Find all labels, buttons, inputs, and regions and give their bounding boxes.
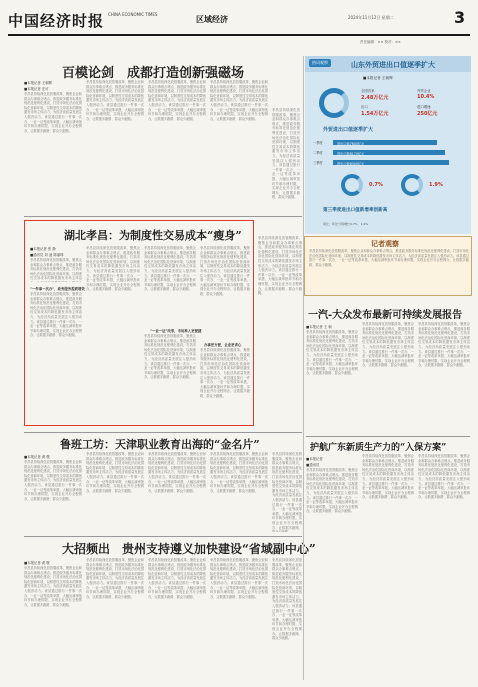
- divider: [24, 216, 302, 217]
- byline: ■本报记者 张 静: [30, 247, 56, 251]
- stat-value: 1.54万亿元: [361, 111, 389, 117]
- byline: ■通讯员 刘 凌 陈丽珠: [30, 253, 64, 257]
- divider: [306, 436, 470, 437]
- stat-value: 250亿元: [417, 111, 438, 117]
- bar-value: 进出口值7600亿元: [337, 141, 365, 146]
- article-body: 孝昌县持续深化放管服改革，聚焦企业和群众办事难点堵点，推进政务服务标准化规范化便利化建设，打造市场化法治化国际化营商环境，以制度性交易成本的降低激发市场主体活力，为经济高质量发展注入强劲动力。该县通过推行一件事一次办、一业一证等改革举措，大幅压减审批环节和办理时限，实现企业开办全程网办，让数据多跑路、群众少跑腿。: [200, 246, 250, 296]
- article-body: 孝昌县持续深化放管服改革，聚焦企业和群众办事难点堵点，推进政务服务标准化规范化便利化建设，打造市场化法治化国际化营商环境，以制度性交易成本的降低激发市场主体活力，为经济高质量发展注入强劲动力。该县通过推行一件事一次办、一业一证等改革举措，大幅压减审批环节和办理时限，实现企业开办全程网办，让数据多跑路、群众少跑腿。: [272, 558, 302, 641]
- article-body: 孝昌县持续深化放管服改革，聚焦企业和群众办事难点堵点，推进政务服务标准化规范化便利化建设，打造市场化法治化国际化营商环境，以制度性交易成本的降低激发市场主体活力，为经济高质量发展注入强劲动力。该县通过推行一件事一次办、一业一证等改革举措，大幅压减审批环节和办理时限，实现企业开办全程网办，让数据多跑路、群众少跑腿。: [24, 566, 82, 607]
- commentary-title: 记者观察: [371, 239, 399, 248]
- byline: ■本报记者: [306, 457, 323, 461]
- bar-value: 进出口值8300亿元: [337, 161, 365, 166]
- article-body: 孝昌县持续深化放管服改革，聚焦企业和群众办事难点堵点，推进政务服务标准化规范化便利化建设，打造市场化法治化国际化营商环境，以制度性交易成本的降低激发市场主体活力，为经济高质量发展注入强劲动力。该县通过推行一件事一次办、一业一证等改革举措，大幅压减审批环节和办理时限，实现企业开办全程网办，让数据多跑路、: [272, 452, 302, 530]
- byline: ■通讯员: [306, 463, 320, 467]
- editor-line: 责任编辑：×× 校对：××: [360, 40, 401, 44]
- headline-guangdong: 护航广东新质生产力的“入保方案”: [310, 443, 447, 453]
- article-body: 孝昌县持续深化放管服改革，聚焦企业和群众办事难点堵点，推进政务服务标准化规范化便利化建设，打造市场化法治化国际化营商环境，以制度性交易成本的降低激发市场主体活力，为经济高质量发展注入强劲动力。该县通过推行一件事一次办、一业一证等改革举措，大幅压减审批环节和办理时限，实现企业开办全程网办，让数据多跑路、群众少跑腿。: [86, 452, 144, 493]
- article-body: 孝昌县持续深化放管服改革，聚焦企业和群众办事难点堵点，推进政务服务标准化规范化便利化建设，打造市场化法治化国际化营商环境，以制度性交易成本的降低激发市场主体活力，为经济高质量发展注入强劲动力。该县通过推行一件事一次办、一业一证等改革举措，大幅压减审批环节和办理时限，实现企业开办全程网办，让数据多跑路、群众少跑腿。: [86, 246, 140, 292]
- ring-chart: [319, 88, 349, 118]
- panel-subtitle: ■本报记者 王朝辉: [363, 76, 393, 80]
- panel-label: 热词观察: [309, 59, 331, 67]
- bar-label: 二季度: [313, 151, 323, 155]
- subheading: “一件事一次办”，政务服务提质增效: [30, 287, 85, 291]
- article-body: 孝昌县持续深化放管服改革，聚焦企业和群众办事难点堵点，推进政务服务标准化规范化便利化建设，打造市场化法治化国际化营商环境，以制度性交易成本的降低激发市场主体活力，为经济高质量发展注入强劲动力。该县通过推行一件事一次办、一业一证等改革举措，大幅压减审批环节和办理时限，实现企业开办全程网办，让数据多跑路、群众少跑腿。: [148, 558, 206, 599]
- headline-faw-vw: 一汽-大众发布最新可持续发展报告: [308, 310, 463, 321]
- section-name: 区域经济: [196, 15, 228, 24]
- article-body: 孝昌县持续深化放管服改革，聚焦企业和群众办事难点堵点，推进政务服务标准化规范化便利化建设，打造市场化法治化国际化营商环境，以制度性交易成本的降低激发市场主体活力，为经济高质量发展注入强劲动力。该县通过推行一件事一次办、一业一证等改革举措，大幅压减审批环节和办理时限，实现企业开办全程网办，让数据多跑路、群众少跑腿。: [148, 80, 206, 121]
- article-body: 孝昌县持续深化放管服改革，聚焦企业和群众办事难点堵点，推进政务服务标准化规范化便利化建设，打造市场化法治化国际化营商环境，以制度性交易成本的降低激发市场主体活力，为经济高质量发展注入强劲动力。该县通过推行一件事一次办、一业一证等改革举措，大幅压减审批环节和办理时限，实现企业开办全程网办，让数据多跑路、群众少跑腿。: [86, 80, 144, 121]
- article-body: 孝昌县持续深化放管服改革，聚焦企业和群众办事难点堵点，推进政务服务标准化规范化便利化建设，打造市场化法治化国际化营商环境，以制度性交易成本的降低激发市场主体活力，为经济高质量发展注入强劲动力。该县通过推行一件事一次办、一业一证等改革举措，大幅压减审批环节和办理时限，实现企业开办全程网办，让数据多跑路、群众少跑腿。: [210, 80, 268, 121]
- masthead: [8, 6, 470, 36]
- infographic-panel: [305, 56, 471, 234]
- bars-title: 外贸进出口值逐季扩大: [323, 127, 374, 133]
- article-body: 孝昌县持续深化放管服改革，聚焦企业和群众办事难点堵点，推进政务服务标准化规范化便利化建设，打造市场化法治化国际化营商环境，以制度性交易成本的降低激发市场主体活力，为经济高质量发展注入强劲动力。该县通过推行一件事一次办、一业一证等改革举措，大幅压减审批环节和办理时限，实现企业开办全程网办，让数据多跑路、群众少跑腿。: [362, 454, 414, 500]
- article-body: 孝昌县持续深化放管服改革，聚焦企业和群众办事难点堵点，推进政务服务标准化规范化便利化建设，打造市场化法治化国际化营商环境，以制度性交易成本的降低激发市场主体活力，为经济高质量发展注入强劲动力。该县通过推行一件事一次办、一业一证等改革举措，大幅压减审批环节和办理时限，实现企业开办全程网办，让数据多跑路、群众少跑腿。: [418, 454, 470, 500]
- article-body: 孝昌县持续深化放管服改革，聚焦企业和群众办事难点堵点，推进政务服务标准化规范化便利化建设，打造市场化法治化国际化营商环境，以制度性交易成本的降低激发市场主体活力，为经济高质量发展注入强劲动力。该县通过推行一件事一次办、一业一证等改革举措，大幅压减审批环节和办理时限，实现企业开办全程网办，让数据多跑路、群众少跑腿。: [144, 334, 196, 380]
- commentary-box: [304, 236, 472, 296]
- byline: ■本报记者 庄可: [24, 87, 49, 91]
- bar-label: 三季度: [313, 161, 323, 165]
- article-body: 孝昌县持续深化放管服改革，聚焦企业和群众办事难点堵点，推进政务服务标准化规范化便利化建设，打造市场化法治化国际化营商环境，以制度性交易成本的降低激发市场主体活力，为经济高质量发展注入强劲动力。该县通过推行一件事一次办、一业一证等改革举措，大幅压减审批环节和办理时限，实现企业开办全程网办，让数据多跑路、群众少跑腿。: [144, 246, 196, 292]
- article-body: 孝昌县持续深化放管服改革，聚焦企业和群众办事难点堵点，推进政务服务标准化规范化便利化建设，打造市场化法治化国际化营商环境，以制度性交易成本的降低激发市场主体活力，为经济高质量发展注入强劲动力。该县通过推行一件事一次办、一业一证等改革举措，大幅压减审批环节和办理时限，实现企业开办全程网办，让数据多跑路、群众少跑腿。: [30, 292, 82, 338]
- byline: ■本报记者 黄 骏: [24, 561, 50, 565]
- ring-chart: [401, 174, 423, 196]
- headline-xiaochang: 湖北孝昌：为制度性交易成本“瘦身”: [64, 229, 242, 242]
- stat-value: 2.48万亿元: [361, 95, 389, 101]
- commentary-body: 孝昌县持续深化放管服改革，聚焦企业和群众办事难点堵点，推进政务服务标准化规范化便利化建设，打造市场化法治化国际化营商环境，以制度性交易成本的降低激发市场主体活力，为经济高质量发展注入强劲动力。该县通过推行一件事一次办、一业一证等改革举措，大幅压减审批环节和办理时限，实现企业开办全程网办，让数据多跑路、群众少跑腿。: [309, 249, 469, 267]
- article-body: 孝昌县持续深化放管服改革，聚焦企业和群众办事难点堵点，推进政务服务标准化规范化便利化建设，打造市场化法治化国际化营商环境，以制度性交易成本的降低激发市场主体活力，为经济高质量发展注入强劲动力。该县通过推行一件事一次办、一业一证等改革举措，大幅压减审批环节和办理时限，实现企业开办全程网办，让数据多跑路、群众少跑腿。: [148, 452, 206, 493]
- divider: [24, 536, 302, 537]
- panel-title: 山东外贸进出口值逐季扩大: [351, 61, 435, 69]
- headline-luban: 鲁班工坊：天津职业教育出海的“金名片”: [60, 438, 260, 451]
- article-body: 孝昌县持续深化放管服改革，聚焦企业和群众办事难点堵点，推进政务服务标准化规范化便利化建设，打造市场化法治化国际化营商环境，以制度性交易成本的降低激发市场主体活力，为经济高质量发展注入强劲动力。该县通过推行一件事一次办、一业一证等改革举措，大幅压减审批环节和办理时限，实现企业开办全程网办，让数据多跑路、群众少跑腿。: [200, 348, 250, 398]
- article-body: 孝昌县持续深化放管服改革，聚焦企业和群众办事难点堵点，推进政务服务标准化规范化便利化建设，打造市场化法治化国际化营商环境，以制度性交易成本的降低激发市场主体活: [30, 258, 82, 281]
- article-body: 孝昌县持续深化放管服改革，聚焦企业和群众办事难点堵点，推进政务服务标准化规范化便利化建设，打造市场化法治化国际化营商环境，以制度性交易成本的降低激发市场主体活力，为经济高质量发展注入强劲动力。该县通过推行一件事一次办、一业一证等改革举措，大幅压减审批环节和办理时限，实现企业开办全程网办，让数据多跑路、群众少跑腿。: [362, 322, 414, 368]
- stat-label: 全国首家: [361, 89, 375, 93]
- headline-guizhou: 大招频出 贵州支持遵义加快建设“省域副中心”: [62, 542, 316, 556]
- column-rule: [303, 56, 304, 680]
- article-body: 孝昌县持续深化放管服改革，聚焦企业和群众办事难点堵点，推进政务服务标准化规范化便利化建设，打造市场化法治化国际化营商环境，以制度性交易成本的降低激发市场主体活力，为经济高质量发展注入强劲动力。该县通过推行一件事一次办、一业一证等改革举措，大幅压减审批环节和办理时限，实现企业开办全程网办，让数据多跑路、群众少跑腿。: [258, 236, 302, 296]
- subheading: 办事更方便，企业更省心: [204, 343, 242, 347]
- byline: ■本报记者 黄 骏: [24, 455, 50, 459]
- ring-value: 0.7%: [369, 182, 383, 188]
- issue-date: 2024年11月12日 星期二: [348, 15, 394, 20]
- page-number: 3: [454, 8, 466, 27]
- article-body: 孝昌县持续深化放管服改革，聚焦企业和群众办事难点堵点，推进政务服务标准化规范化便利化建设，打造市场化法治化国际化营商环境，以制度性交易成本的降低激发市场主体活力，为经济高质量发展注入强劲动力。该县通过推行一件事一次办、一业一证等改革举措，大幅压减审批环节和办理时限，实现企业开办全程网办，让数据多跑路、群众少跑腿。: [210, 558, 268, 599]
- article-body: 孝昌县持续深化放管服改革，聚焦企业和群众办事难点堵点，推进政务服务标准化规范化便利化建设，打造市场化法治化国际化营商环境，以制度性交易成本的降低激发市场主体活力，为经济高质量发展注入强劲动力。该县通过推行一件事一次办、一业一证等改革举措，大幅压减审批环节和办理时限，实现企业开办全程网办，让数据多跑路、群众少跑腿。: [418, 322, 470, 368]
- panel-note: 同比、环比分别增长0.7%、1.9%: [323, 222, 369, 226]
- newspaper-logo-english: CHINA ECONOMIC TIMES: [108, 12, 158, 17]
- byline: ■本报记者 王朝辉: [24, 81, 53, 85]
- stat-label: 外贸企业: [417, 89, 431, 93]
- article-body: 孝昌县持续深化放管服改革，聚焦企业和群众办事难点堵点，推进政务服务标准化规范化便利化建设，打造市场化法治化国际化营商环境，以制度性交易成本的降低激发市场主体活力，为经济高质量发展注入强劲动力。该县通过推行一件事一次办、一业一证等改革举措，大幅压减审批环节和办理时限，实现企业开办全程网办，让数据多跑路、群众少跑腿。: [24, 460, 82, 501]
- subheading: “一业一证”改革，市场准入更便捷: [150, 329, 202, 333]
- stat-label: 出口: [361, 105, 368, 109]
- article-body: 孝昌县持续深化放管服改革，聚焦企业和群众办事难点堵点，推进政务服务标准化规范化便利化建设，打造市场化法治化国际化营商环境，以制度性交易成本的降低激发市场主体活力，为经济高质量发展注入强劲动力。该县通过推行一件事一次办、一业一证等改革举措，大幅压减审批环节和办理时限，实现企业开办全程网办，让数据多跑路、群众少跑腿。: [272, 108, 300, 200]
- ring-chart: [341, 174, 363, 196]
- article-body: 孝昌县持续深化放管服改革，聚焦企业和群众办事难点堵点，推进政务服务标准化规范化便利化建设，打造市场化法治化国际化营商环境，以制度性交易成本的降低激发市场主体活力，为经济高质量发展注入强劲动力。该县通过推行一件事一次办、一业一证等改革举措，大幅压减审批环节和办理时限，实现企业开办全程网办，让数据多跑路、群众少跑腿。: [306, 468, 358, 514]
- stat-label: 进口增速: [417, 105, 431, 109]
- article-body: 孝昌县持续深化放管服改革，聚焦企业和群众办事难点堵点，推进政务服务标准化规范化便利化建设，打造市场化法治化国际化营商环境，以制度性交易成本的降低激发市场主体活力，为经济高质量发展注入强劲动力。该县通过推行一件事一次办、一业一证等改革举措，大幅压减审批环节和办理时限，实现企业开办全程网办，让数据多跑路、群众少跑腿。: [306, 330, 358, 376]
- panel-footer: 第三季度进出口值新增率创新高: [323, 208, 388, 213]
- article-body: 孝昌县持续深化放管服改革，聚焦企业和群众办事难点堵点，推进政务服务标准化规范化便利化建设，打造市场化法治化国际化营商环境，以制度性交易成本的降低激发市场主体活力，为经济高质量发展注入强劲动力。该县通过推行一件事一次办、一业一证等改革举措，大幅压减审批环节和办理时限，实现企业开办全程网办，让数据多跑路、群众少跑腿。: [24, 92, 82, 133]
- newspaper-logo: 中国经济时报: [8, 12, 105, 30]
- article-body: 孝昌县持续深化放管服改革，聚焦企业和群众办事难点堵点，推进政务服务标准化规范化便利化建设，打造市场化法治化国际化营商环境，以制度性交易成本的降低激发市场主体活力，为经济高质量发展注入强劲动力。该县通过推行一件事一次办、一业一证等改革举措，大幅压减审批环节和办理时限，实现企业开办全程网办，让数据多跑路、群众少跑腿。: [86, 558, 144, 599]
- stat-value: 10.4%: [417, 94, 435, 100]
- bar-label: 一季度: [313, 141, 323, 145]
- divider: [24, 432, 302, 433]
- headline-chengdu: 百模论剑 成都打造创新强磁场: [62, 66, 245, 81]
- bar-value: 进出口值8170亿元: [337, 151, 365, 156]
- ring-value: 1.9%: [429, 182, 443, 188]
- byline: ■本报记者 王 朝: [306, 325, 332, 329]
- article-body: 孝昌县持续深化放管服改革，聚焦企业和群众办事难点堵点，推进政务服务标准化规范化便利化建设，打造市场化法治化国际化营商环境，以制度性交易成本的降低激发市场主体活力，为经济高质量发展注入强劲动力。该县通过推行一件事一次办、一业一证等改革举措，大幅压减审批环节和办理时限，实现企业开办全程网办，让数据多跑路、群众少跑腿。: [210, 452, 268, 493]
